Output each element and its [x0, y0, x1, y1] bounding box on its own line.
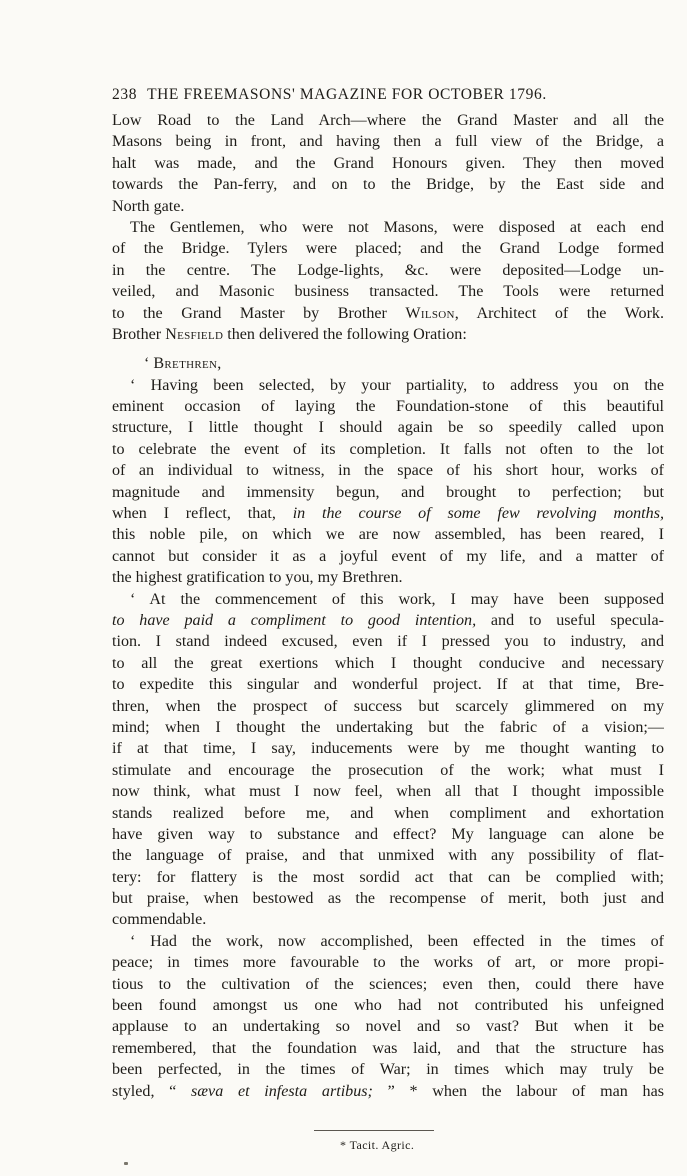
body-text — [112, 110, 664, 1102]
text-line: eminent occasion of laying the Foundation-stone of this beautiful — [112, 398, 664, 416]
text-line: to all the great exertions which I thought conducive and necessary — [112, 654, 664, 672]
text-line: veiled, and Masonic business transacted. The Tools were returned — [112, 283, 664, 301]
text-line: when I reflect, that, in the course of some few revolving months, — [112, 505, 664, 523]
text-line: structure, I little thought I should again be so speedily called upon — [112, 419, 664, 437]
text-line: but praise, when bestowed as the recompense of merit, both just and — [112, 890, 664, 908]
text-line: commendable. — [112, 911, 207, 929]
text-line: Masons being in front, and having then a full view of the Bridge, a — [112, 133, 664, 151]
line-gap — [112, 345, 664, 353]
text-line: been perfected, in the times of War; in times which may truly be — [112, 1061, 664, 1079]
text-line: The Gentlemen, who were not Masons, were disposed at each end — [130, 218, 664, 236]
running-title: THE FREEMASONS' MAGAZINE FOR OCTOBER 1796. — [147, 86, 547, 103]
text-line: peace; in times more favourable to the works of art, or more propi- — [112, 954, 664, 972]
text-line: towards the Pan-ferry, and on to the Bridge, by the East side and — [112, 176, 664, 194]
text-line: tery: for flattery is the most sordid act that can be complied with; — [112, 868, 664, 886]
text-line: the language of praise, and that unmixed with any possibility of flat- — [112, 847, 664, 865]
text-line: to celebrate the event of its completion. It falls not often to the lot — [112, 440, 664, 458]
text-line: this noble pile, on which we are now assembled, has been reared, I — [112, 526, 664, 544]
text-line: magnitude and immensity begun, and brought to perfection; but — [112, 483, 664, 501]
text-line: to the Grand Master by Brother Wilson, Architect of the Work. — [112, 304, 664, 322]
text-line: remembered, that the foundation was laid, and that the structure has — [112, 1039, 664, 1057]
ink-speck — [124, 1162, 128, 1165]
text-line: of an individual to witness, in the space of his short hour, works of — [112, 462, 664, 480]
text-line: the highest gratification to you, my Brethren. — [112, 569, 403, 587]
text-line: tious to the cultivation of the sciences; even then, could there have — [112, 975, 664, 993]
text-line: have given way to substance and effect? My language can alone be — [112, 825, 664, 843]
text-line: ‘ Brethren, — [144, 355, 222, 373]
text-line: stimulate and encourage the prosecution of the work; what must I — [112, 761, 664, 779]
text-line: North gate. — [112, 197, 185, 215]
text-line: stands realized before me, and when compliment and exhortation — [112, 804, 664, 822]
text-line: tion. I stand indeed excused, even if I pressed you to industry, and — [112, 633, 664, 651]
text-line: been found amongst us one who had not contributed his unfeigned — [112, 997, 664, 1015]
text-line: ‘ Had the work, now accomplished, been effected in the times of — [130, 932, 664, 950]
text-line: to expedite this singular and wonderful project. If at that time, Bre- — [112, 676, 664, 694]
text-line: halt was made, and the Grand Honours given. They then moved — [112, 154, 664, 172]
footnote-rule — [314, 1130, 434, 1131]
text-line: ‘ At the commencement of this work, I may have been supposed — [130, 590, 664, 608]
text-line: applause to an undertaking so novel and so vast? But when it be — [112, 1018, 664, 1036]
page-number: 238 — [112, 86, 138, 103]
text-line: if at that time, I say, inducements were by me thought wanting to — [112, 740, 664, 758]
text-line: now think, what must I now feel, when all that I thought impossible — [112, 783, 664, 801]
footnote: * Tacit. Agric. — [340, 1138, 415, 1152]
text-line: ‘ Having been selected, by your partiality, to address you on the — [130, 376, 664, 394]
text-line: thren, when the prospect of success but scarcely glimmered on my — [112, 697, 664, 715]
text-line: mind; when I thought the undertaking but the fabric of a vision;— — [112, 718, 664, 736]
running-header — [112, 86, 642, 104]
text-line: styled, “ sæva et infesta artibus; ” * when the labour of man has — [112, 1082, 664, 1100]
text-line: in the centre. The Lodge-lights, &c. were deposited—Lodge un- — [112, 261, 664, 279]
text-line: Low Road to the Land Arch—where the Grand Master and all the — [112, 112, 664, 129]
text-line: cannot but consider it as a joyful event of my life, and a matter of — [112, 547, 664, 565]
text-line: to have paid a compliment to good intention, and to useful specula- — [112, 611, 664, 629]
text-line: of the Bridge. Tylers were placed; and the Grand Lodge formed — [112, 240, 664, 258]
text-line: Brother Nesfield then delivered the following Oration: — [112, 325, 467, 343]
